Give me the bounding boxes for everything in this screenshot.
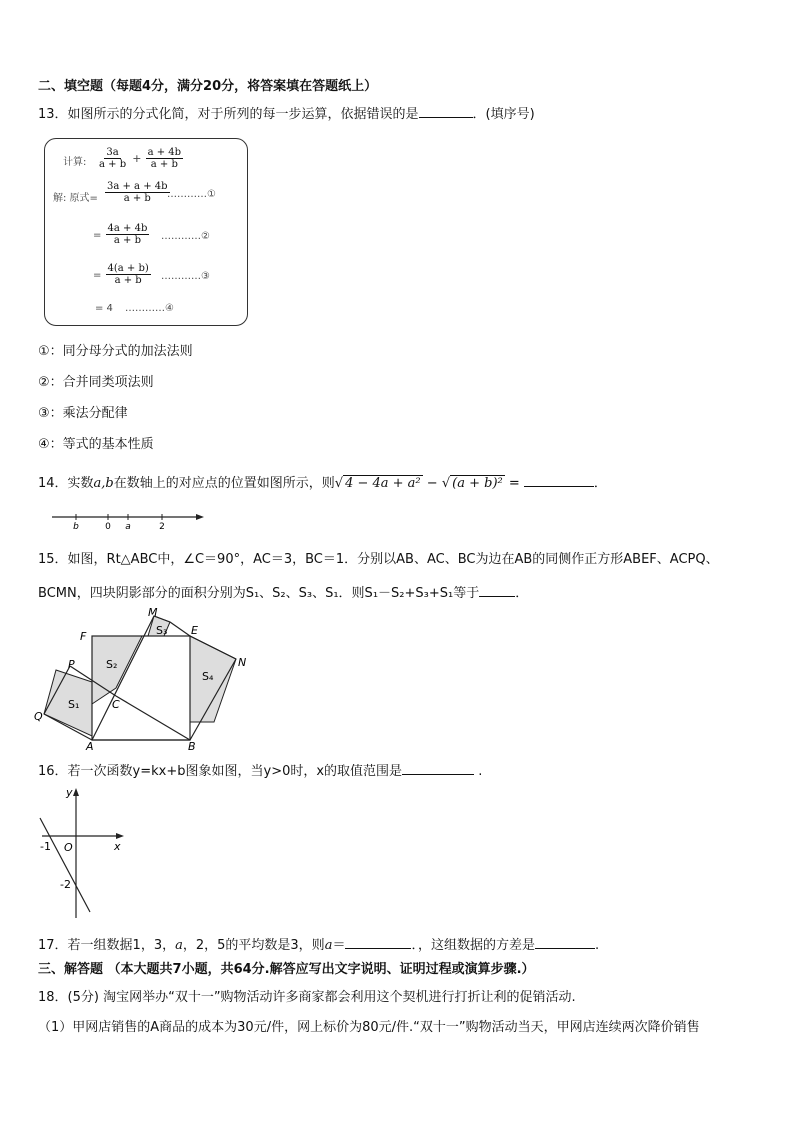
label-c: C	[112, 698, 120, 711]
fraction: $\frac{3a}{a + b}$	[99, 147, 127, 170]
answer-blank[interactable]	[402, 762, 474, 775]
marker-3: ③	[201, 271, 210, 282]
label-s1: S₁	[68, 698, 80, 711]
marker-4: ④	[165, 303, 174, 314]
question-18-part-1: （1）甲网店销售的A商品的成本为30元/件，网上标价为80元/件.“双十一”购物活动当天，甲网店连续两次降价销售	[38, 1020, 700, 1035]
step-4: = 4	[95, 303, 113, 314]
marker-2: ②	[201, 231, 210, 242]
label-a: A	[86, 740, 94, 752]
label-p: P	[68, 658, 75, 671]
question-17: 17．若一组数据1，3，a，2，5的平均数是3，则a＝ ．，这组数据的方差是 .	[38, 938, 600, 953]
calc-label: 计算:	[63, 157, 87, 168]
label-s4: S₄	[202, 670, 214, 683]
squares-figure	[30, 604, 260, 752]
option-4: ④：等式的基本性质	[38, 437, 154, 452]
number-line	[46, 508, 208, 532]
answer-blank[interactable]	[524, 474, 594, 487]
solve-label: 解: 原式=	[53, 193, 98, 204]
answer-blank[interactable]	[419, 105, 473, 118]
step-1-fraction: $\frac{3a + a + 4b}{a + b}$	[107, 181, 168, 204]
label-b: B	[188, 740, 196, 752]
axis-label-x: x	[114, 840, 121, 853]
tick-label: b	[73, 522, 79, 532]
option-2: ②：合并同类项法则	[38, 375, 154, 390]
section-title: 三、解答题 （本大题共7小题，共64分.解答应写出文字说明、证明过程或演算步骤.）	[38, 962, 535, 977]
answer-blank[interactable]	[345, 936, 411, 949]
axis-label-y: y	[66, 786, 73, 799]
linear-function-graph	[34, 784, 134, 924]
simplification-box: 计算: $\frac{3a}{a + b}$ + $\frac{a + 4b}{a + b}$ 解: 原式= $\frac{3a + a + 4b}{a + b}$ …………① = $\frac{4a + 4b}{a + b}$ …………② = $\frac{4(a + b)}{a + b}$ …………③ = 4 …………④	[44, 138, 248, 326]
intercept-x-label: -1	[40, 840, 51, 853]
question-stem: 13．如图所示的分式化简，对于所列的每一步运算，依据错误的是	[38, 107, 419, 122]
label-f: F	[80, 630, 87, 643]
radicand-1: 4 − 4a + a²	[345, 476, 421, 491]
tick-label: a	[125, 522, 131, 532]
question-14: 14．实数a,b在数轴上的对应点的位置如图所示，则√ 4 − 4a + a² − √ (a + b)² = ．	[38, 476, 607, 491]
section-title: 二、填空题（每题4分，满分20分，将答案填在答题纸上）	[38, 79, 378, 94]
radicand-2: (a + b)²	[452, 476, 503, 491]
answer-blank[interactable]	[479, 584, 515, 597]
intercept-y-label: -2	[60, 878, 71, 891]
question-16: 16．若一次函数y=kx+b图象如图，当y>0时，x的取值范围是 .	[38, 764, 483, 779]
answer-blank[interactable]	[535, 936, 595, 949]
question-18: 18．(5分) 淘宝网举办“双十一”购物活动许多商家都会利用这个契机进行打折让利的促销活动.	[38, 990, 576, 1005]
question-13	[38, 105, 535, 123]
step-3-fraction: $\frac{4(a + b)}{a + b}$	[107, 263, 149, 286]
tick-label: 2	[159, 522, 165, 532]
question-15-line-1: 15．如图，Rt△ABC中，∠C＝90°，AC＝3，BC＝1．分别以AB、AC、BC为边在AB的同侧作正方形ABEF、ACPQ、	[38, 552, 719, 567]
label-m: M	[148, 606, 158, 619]
question-tail: ．(填序号)	[472, 107, 535, 122]
label-n: N	[238, 656, 247, 669]
option-1: ①：同分母分式的加法法则	[38, 344, 193, 359]
label-s2: S₂	[106, 658, 118, 671]
label-s3: S₃	[156, 624, 168, 637]
question-15-line-2: BCMN，四块阴影部分的面积分别为S₁、S₂、S₃、S₁．则S₁－S₂+S₃+S₁等于 ．	[38, 586, 529, 601]
label-q: Q	[34, 710, 43, 723]
origin-label: O	[64, 841, 73, 854]
step-2-fraction: $\frac{4a + 4b}{a + b}$	[107, 223, 148, 246]
label-e: E	[191, 624, 198, 637]
tick-label: 0	[105, 522, 111, 532]
option-3: ③：乘法分配律	[38, 406, 128, 421]
marker-1: ①	[207, 189, 216, 200]
fraction: $\frac{a + 4b}{a + b}$	[147, 147, 182, 170]
